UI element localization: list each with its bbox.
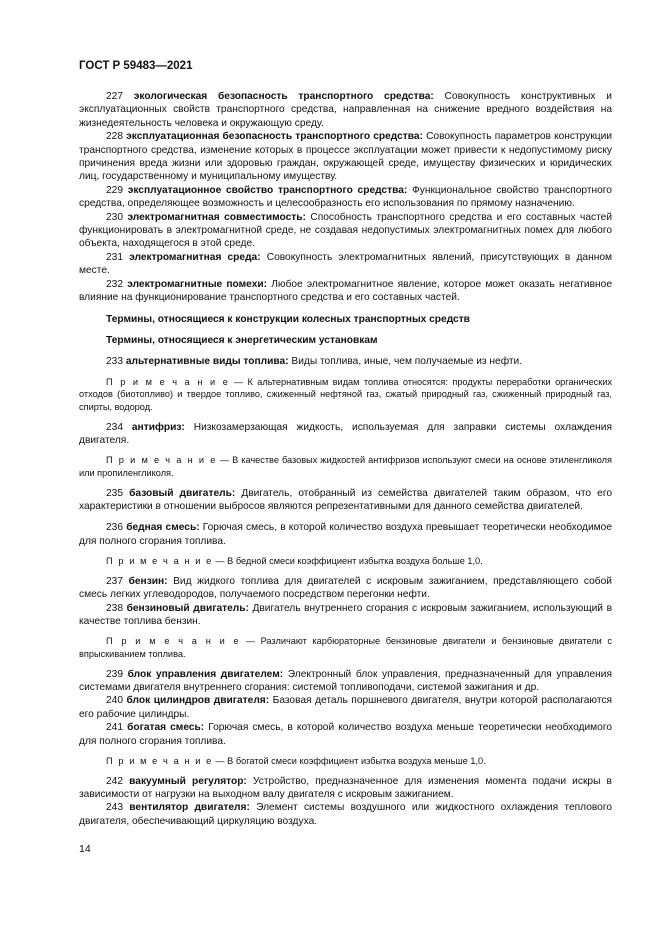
note-label: П р и м е ч а н и е — [106, 455, 217, 466]
term-entry-238 — [79, 602, 612, 629]
term-title: богатая смесь: — [127, 722, 205, 734]
term-entry-237 — [79, 575, 612, 602]
term-entry-229 — [79, 184, 612, 211]
term-definition: Способность транспортного средства и его составных частей функционировать в электромагнитной среде, не создавая недопустимых электромагнитных помех для любого объекта, находящегося в этой среде. — [79, 211, 613, 250]
term-title: альтернативные виды топлива: — [125, 356, 289, 368]
term-entry-240 — [79, 694, 612, 721]
term-title: блок цилиндров двигателя: — [126, 695, 270, 707]
entry-number: 238 — [106, 602, 123, 614]
term-entry-230 — [79, 211, 612, 251]
term-entry-234 — [79, 421, 612, 448]
section-heading-vehicle-design: Термины, относящиеся к конструкции колесных транспортных средств — [106, 313, 470, 325]
term-definition: Совокупность конструктивных и эксплуатационных свойств транспортного средства, направленная на снижение вредного воздействия на жизнедеятельность человека и окружающую среду. — [79, 91, 612, 129]
term-entry-235 — [79, 487, 612, 514]
term-title: вентилятор двигателя: — [129, 802, 250, 814]
term-title: электромагнитные помехи: — [127, 278, 268, 290]
entry-number: 236 — [106, 522, 123, 534]
term-definition: Горючая смесь, в которой количество воздуха меньше теоретически необходимого для полного сгорания топлива. — [79, 722, 612, 747]
note-text: — В качестве базовых жидкостей антифризов используют смеси на основе этиленгликоля или пропиленгликоля. — [79, 455, 612, 478]
term-definition: Совокупность электромагнитных явлений, присутствующих в данном месте. — [79, 251, 612, 277]
page-number: 14 — [79, 843, 91, 855]
note-label: П р и м е ч а н и е — [106, 636, 241, 647]
term-definition: Совокупность параметров конструкции транспортного средства, изменение которых в процессе эксплуатации может привести к недопустимому риску причинения вреда жизни или здоровью граждан, окружающей среде, имуществу физических и юридических лиц, государственному и муниципальному имуществу. — [79, 131, 613, 183]
term-definition: Любое электромагнитное явление, которое может оказать негативное влияние на функционирование транспортного средства и его составных частей. — [79, 278, 612, 304]
entry-number: 230 — [106, 211, 123, 223]
term-title: электромагнитная совместимость: — [127, 211, 306, 223]
term-title: базовый двигатель: — [129, 487, 236, 499]
term-entry-232 — [79, 278, 612, 305]
entry-number: 239 — [106, 668, 123, 680]
term-entry-231 — [79, 251, 612, 278]
term-title: антифриз: — [131, 421, 185, 433]
term-definition: Вид жидкого топлива для двигателей с искровым зажиганием, представляющего собой смесь легких углеводородов, получаемого посредством перегонки нефти. — [79, 575, 612, 601]
note-text: — К альтернативным видам топлива относятся: продукты переработки органических отходов (биотопливо) и твердое топливо, сжиженный нефтяной газ, сжатый природный газ, сжиженный природный газ, спирты, водород. — [79, 376, 612, 412]
entry-number: 240 — [106, 695, 123, 707]
entry-number: 235 — [106, 487, 123, 499]
term-definition: Элемент системы воздушного или жидкостного охлаждения теплового двигателя, обеспечивающий циркуляцию воздуха. — [79, 802, 612, 827]
term-title: эксплуатационная безопасность транспортного средства: — [126, 131, 423, 143]
note-234 — [79, 454, 612, 479]
term-entry-239 — [79, 668, 612, 695]
entry-number: 233 — [106, 356, 123, 368]
entry-number: 243 — [106, 802, 123, 814]
note-text: — Различают карбюраторные бензиновые двигатели и бензиновые двигатели с впрыскиванием топлива. — [79, 636, 612, 659]
entry-number: 229 — [106, 184, 123, 196]
document-body — [79, 90, 612, 828]
term-entry-228 — [79, 130, 612, 184]
term-definition: Виды топлива, иные, чем получаемые из нефти. — [288, 356, 523, 368]
term-entry-233 — [79, 355, 612, 368]
entry-number: 231 — [106, 251, 123, 263]
term-title: бензин: — [128, 575, 168, 587]
term-definition: Двигатель внутреннего сгорания с искровым зажиганием, использующий в качестве топлива бензин. — [79, 602, 612, 627]
term-title: бензиновый двигатель: — [126, 602, 249, 614]
term-definition: Устройство, предназначенное для изменения момента подачи искры в зависимости от нагрузки на выходном валу двигателя с искровым зажиганием. — [79, 775, 612, 800]
entry-number: 227 — [106, 91, 123, 102]
document-header: ГОСТ Р 59483—2021 — [79, 60, 193, 72]
note-241 — [79, 755, 612, 768]
note-233 — [79, 376, 612, 414]
section-heading-power-units: Термины, относящиеся к энергетическим установкам — [106, 334, 378, 346]
term-definition: Функциональное свойство транспортного средства, определяющее возможность и целесообразность его использования по прямому назначению. — [79, 184, 612, 210]
entry-number: 234 — [106, 421, 123, 433]
term-title: блок управления двигателем: — [127, 668, 284, 680]
term-title: экологическая безопасность транспортного средства: — [133, 91, 434, 102]
term-title: электромагнитная среда: — [129, 251, 261, 263]
term-definition: Электронный блок управления, предназначенный для управления системами двигателя внутреннего сгорания: системой топливоподачи, системой зажигания и др. — [79, 668, 612, 693]
note-label: П р и м е ч а н и е — [106, 556, 213, 567]
term-definition: Горючая смесь, в которой количество воздуха превышает теоретически необходимое для полного сгорания топлива. — [79, 522, 612, 547]
term-definition: Низкозамерзающая жидкость, используемая для заправки системы охлаждения двигателя. — [79, 421, 612, 446]
term-entry-236 — [79, 521, 612, 548]
term-title: эксплуатационное свойство транспортного средства: — [127, 184, 408, 196]
entry-number: 232 — [106, 278, 123, 290]
term-entry-243 — [79, 801, 612, 828]
note-label: П р и м е ч а н и е — [106, 755, 213, 766]
entry-number: 228 — [106, 131, 123, 143]
entry-number: 242 — [106, 775, 123, 787]
entry-number: 237 — [106, 575, 123, 587]
term-title: бедная смесь: — [126, 522, 200, 534]
term-title: вакуумный регулятор: — [129, 775, 247, 787]
note-text: — В бедной смеси коэффициент избытка воздуха больше 1,0. — [212, 556, 483, 567]
term-entry-227 — [79, 90, 612, 130]
note-238 — [79, 635, 612, 660]
term-entry-241 — [79, 721, 612, 748]
term-definition: Двигатель, отобранный из семейства двигателей таким образом, что его характеристики в отношении выбросов являются репрезентативными для данного семейства двигателей. — [79, 487, 612, 512]
term-definition: Базовая деталь поршневого двигателя, внутри которой располагаются его рабочие цилиндры. — [79, 695, 612, 720]
note-236 — [79, 555, 612, 568]
entry-number: 241 — [106, 722, 123, 734]
note-text: — В богатой смеси коэффициент избытка воздуха меньше 1,0. — [212, 755, 486, 766]
term-entry-242 — [79, 775, 612, 802]
note-label: П р и м е ч а н и е — [106, 376, 230, 387]
